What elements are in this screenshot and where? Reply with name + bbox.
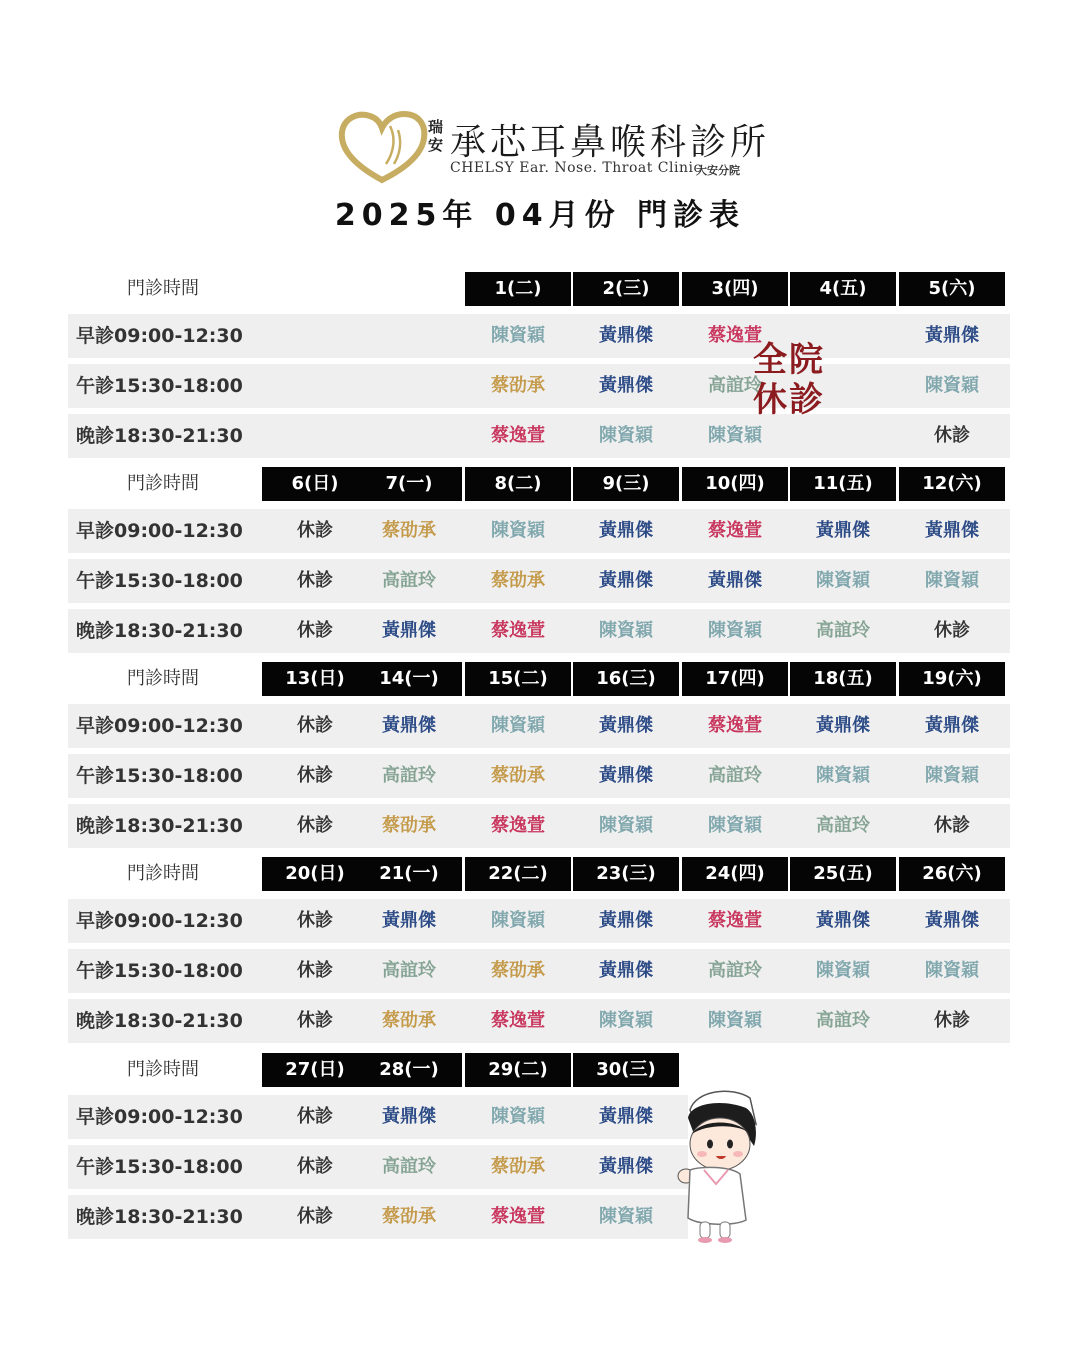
closed-cell: 休診: [297, 715, 333, 736]
time-slot-row: [68, 804, 1010, 848]
doctor-cell: 黃鼎傑: [382, 1106, 436, 1127]
doctor-cell: 陳資穎: [708, 425, 762, 446]
day-header: 27(日): [262, 1053, 368, 1087]
doctor-cell: 蔡逸萱: [708, 910, 762, 931]
doctor-cell: 蔡劭承: [491, 1156, 545, 1177]
day-header: 21(一): [356, 857, 462, 891]
holiday-closed-note: 全院休診: [753, 340, 825, 420]
branch-name: 大安分院: [696, 164, 740, 177]
doctor-cell: 黃鼎傑: [382, 910, 436, 931]
clinic-hours-heading: 門診時間: [127, 1059, 199, 1080]
closed-cell: 休診: [297, 910, 333, 931]
slot-time-label: 午診15:30-18:00: [76, 570, 243, 592]
week-block: [68, 272, 1012, 462]
day-header: 6(日): [262, 467, 368, 501]
doctor-cell: 高誼玲: [382, 570, 436, 591]
doctor-cell: 陳資穎: [708, 1010, 762, 1031]
slot-time-label: 晚診18:30-21:30: [76, 425, 243, 447]
time-slot-row: [68, 754, 1010, 798]
day-header: 9(三): [573, 467, 679, 501]
doctor-cell: 黃鼎傑: [925, 715, 979, 736]
day-header: 17(四): [682, 662, 788, 696]
doctor-cell: 陳資穎: [599, 815, 653, 836]
day-header: 4(五): [790, 272, 896, 306]
doctor-cell: 蔡逸萱: [491, 1206, 545, 1227]
time-slot-row: [68, 559, 1010, 603]
doctor-cell: 蔡逸萱: [491, 425, 545, 446]
closed-cell: 休診: [297, 765, 333, 786]
doctor-cell: 蔡逸萱: [708, 520, 762, 541]
slot-time-label: 晚診18:30-21:30: [76, 1206, 243, 1228]
doctor-cell: 蔡逸萱: [708, 325, 762, 346]
doctor-cell: 蔡劭承: [382, 1010, 436, 1031]
day-header: 24(四): [682, 857, 788, 891]
week-block: [68, 857, 1012, 1047]
doctor-cell: 陳資穎: [599, 620, 653, 641]
time-slot-row: [68, 899, 1010, 943]
closed-cell: 休診: [297, 520, 333, 541]
day-header: 19(六): [899, 662, 1005, 696]
doctor-cell: 黃鼎傑: [382, 715, 436, 736]
doctor-cell: 高誼玲: [708, 960, 762, 981]
doctor-cell: 蔡劭承: [491, 765, 545, 786]
doctor-cell: 陳資穎: [925, 960, 979, 981]
doctor-cell: 黃鼎傑: [599, 960, 653, 981]
doctor-cell: 陳資穎: [925, 765, 979, 786]
doctor-cell: 高誼玲: [382, 765, 436, 786]
doctor-cell: 黃鼎傑: [382, 620, 436, 641]
doctor-cell: 陳資穎: [708, 620, 762, 641]
doctor-cell: 高誼玲: [816, 815, 870, 836]
doctor-cell: 黃鼎傑: [599, 1156, 653, 1177]
doctor-cell: 黃鼎傑: [925, 520, 979, 541]
doctor-cell: 蔡逸萱: [708, 715, 762, 736]
page-title: 2025年 04月份 門診表: [334, 198, 746, 233]
week-header-row: [68, 467, 1012, 501]
nurse-illustration: [676, 1084, 766, 1244]
doctor-cell: 蔡逸萱: [491, 620, 545, 641]
doctor-cell: 黃鼎傑: [599, 325, 653, 346]
doctor-cell: 陳資穎: [925, 570, 979, 591]
slot-time-label: 午診15:30-18:00: [76, 375, 243, 397]
doctor-cell: 黃鼎傑: [816, 715, 870, 736]
closed-cell: 休診: [297, 815, 333, 836]
week-block: [68, 467, 1012, 657]
day-header: 10(四): [682, 467, 788, 501]
closed-cell: 休診: [934, 425, 970, 446]
doctor-cell: 蔡劭承: [491, 960, 545, 981]
time-slot-row: [68, 414, 1010, 458]
clinic-hours-heading: 門診時間: [127, 668, 199, 689]
slot-time-label: 午診15:30-18:00: [76, 765, 243, 787]
doctor-cell: 高誼玲: [816, 620, 870, 641]
doctor-cell: 陳資穎: [708, 815, 762, 836]
time-slot-row: [68, 704, 1010, 748]
closed-cell: 休診: [297, 1156, 333, 1177]
time-slot-row: [68, 949, 1010, 993]
time-slot-row: [68, 1195, 688, 1239]
week-header-row: [68, 662, 1012, 696]
closed-cell: 休診: [297, 1010, 333, 1031]
doctor-cell: 黃鼎傑: [599, 570, 653, 591]
slot-time-label: 早診09:00-12:30: [76, 1106, 243, 1128]
doctor-cell: 黃鼎傑: [708, 570, 762, 591]
doctor-cell: 蔡逸萱: [491, 815, 545, 836]
doctor-cell: 黃鼎傑: [599, 765, 653, 786]
clinic-name: 承芯耳鼻喉科診所: [450, 122, 771, 163]
time-slot-row: [68, 509, 1010, 553]
closed-cell: 休診: [297, 960, 333, 981]
time-slot-row: [68, 364, 1010, 408]
doctor-cell: 黃鼎傑: [925, 325, 979, 346]
doctor-cell: 蔡劭承: [491, 570, 545, 591]
doctor-cell: 蔡劭承: [382, 815, 436, 836]
day-header: 15(二): [465, 662, 571, 696]
doctor-cell: 蔡劭承: [382, 520, 436, 541]
day-header: 11(五): [790, 467, 896, 501]
day-header: 28(一): [356, 1053, 462, 1087]
doctor-cell: 高誼玲: [382, 960, 436, 981]
slot-time-label: 早診09:00-12:30: [76, 715, 243, 737]
doctor-cell: 陳資穎: [491, 910, 545, 931]
day-header: 7(一): [356, 467, 462, 501]
day-header: 29(二): [465, 1053, 571, 1087]
doctor-cell: 陳資穎: [491, 520, 545, 541]
clinic-logo: [336, 104, 771, 188]
slot-time-label: 晚診18:30-21:30: [76, 815, 243, 837]
time-slot-row: [68, 999, 1010, 1043]
closed-cell: 休診: [934, 620, 970, 641]
doctor-cell: 黃鼎傑: [925, 910, 979, 931]
closed-cell: 休診: [297, 1106, 333, 1127]
week-block: [68, 1053, 1012, 1243]
doctor-cell: 陳資穎: [491, 1106, 545, 1127]
doctor-cell: 高誼玲: [382, 1156, 436, 1177]
slot-time-label: 晚診18:30-21:30: [76, 1010, 243, 1032]
time-slot-row: [68, 1095, 688, 1139]
closed-cell: 休診: [297, 570, 333, 591]
day-header: 8(二): [465, 467, 571, 501]
day-header: 26(六): [899, 857, 1005, 891]
doctor-cell: 陳資穎: [925, 375, 979, 396]
doctor-cell: 蔡逸萱: [491, 1010, 545, 1031]
doctor-cell: 陳資穎: [491, 715, 545, 736]
week-block: [68, 662, 1012, 852]
closed-cell: 休診: [934, 1010, 970, 1031]
doctor-cell: 高誼玲: [708, 765, 762, 786]
doctor-cell: 高誼玲: [708, 375, 762, 396]
doctor-cell: 黃鼎傑: [599, 910, 653, 931]
slot-time-label: 早診09:00-12:30: [76, 910, 243, 932]
doctor-cell: 陳資穎: [599, 1010, 653, 1031]
slot-time-label: 早診09:00-12:30: [76, 325, 243, 347]
day-header: 22(二): [465, 857, 571, 891]
day-header: 1(二): [465, 272, 571, 306]
doctor-cell: 陳資穎: [599, 1206, 653, 1227]
slot-time-label: 晚診18:30-21:30: [76, 620, 243, 642]
clinic-hours-heading: 門診時間: [127, 278, 199, 299]
day-header: 13(日): [262, 662, 368, 696]
slot-time-label: 早診09:00-12:30: [76, 520, 243, 542]
week-header-row: [68, 272, 1012, 306]
doctor-cell: 黃鼎傑: [816, 910, 870, 931]
clinic-hours-heading: 門診時間: [127, 863, 199, 884]
brand-small-text: 瑞安: [428, 118, 444, 154]
doctor-cell: 陳資穎: [599, 425, 653, 446]
doctor-cell: 高誼玲: [816, 1010, 870, 1031]
closed-cell: 休診: [297, 1206, 333, 1227]
day-header: 20(日): [262, 857, 368, 891]
doctor-cell: 黃鼎傑: [599, 520, 653, 541]
doctor-cell: 陳資穎: [816, 570, 870, 591]
slot-time-label: 午診15:30-18:00: [76, 1156, 243, 1178]
week-header-row: [68, 1053, 1012, 1087]
day-header: 23(三): [573, 857, 679, 891]
day-header: 18(五): [790, 662, 896, 696]
day-header: 5(六): [899, 272, 1005, 306]
doctor-cell: 蔡劭承: [382, 1206, 436, 1227]
closed-cell: 休診: [297, 620, 333, 641]
day-header: 14(一): [356, 662, 462, 696]
time-slot-row: [68, 609, 1010, 653]
doctor-cell: 黃鼎傑: [599, 375, 653, 396]
day-header: 25(五): [790, 857, 896, 891]
doctor-cell: 黃鼎傑: [599, 1106, 653, 1127]
clinic-english-name: CHELSY Ear. Nose. Throat Clinic: [450, 160, 702, 176]
slot-time-label: 午診15:30-18:00: [76, 960, 243, 982]
day-header: 16(三): [573, 662, 679, 696]
doctor-cell: 陳資穎: [816, 960, 870, 981]
time-slot-row: [68, 1145, 688, 1189]
doctor-cell: 黃鼎傑: [816, 520, 870, 541]
day-header: 3(四): [682, 272, 788, 306]
day-header: 2(三): [573, 272, 679, 306]
closed-cell: 休診: [934, 815, 970, 836]
heart-logo-icon: [336, 108, 428, 186]
time-slot-row: [68, 314, 1010, 358]
day-header: 12(六): [899, 467, 1005, 501]
clinic-hours-heading: 門診時間: [127, 473, 199, 494]
doctor-cell: 陳資穎: [491, 325, 545, 346]
doctor-cell: 陳資穎: [816, 765, 870, 786]
doctor-cell: 蔡劭承: [491, 375, 545, 396]
day-header: 30(三): [573, 1053, 679, 1087]
week-header-row: [68, 857, 1012, 891]
doctor-cell: 黃鼎傑: [599, 715, 653, 736]
